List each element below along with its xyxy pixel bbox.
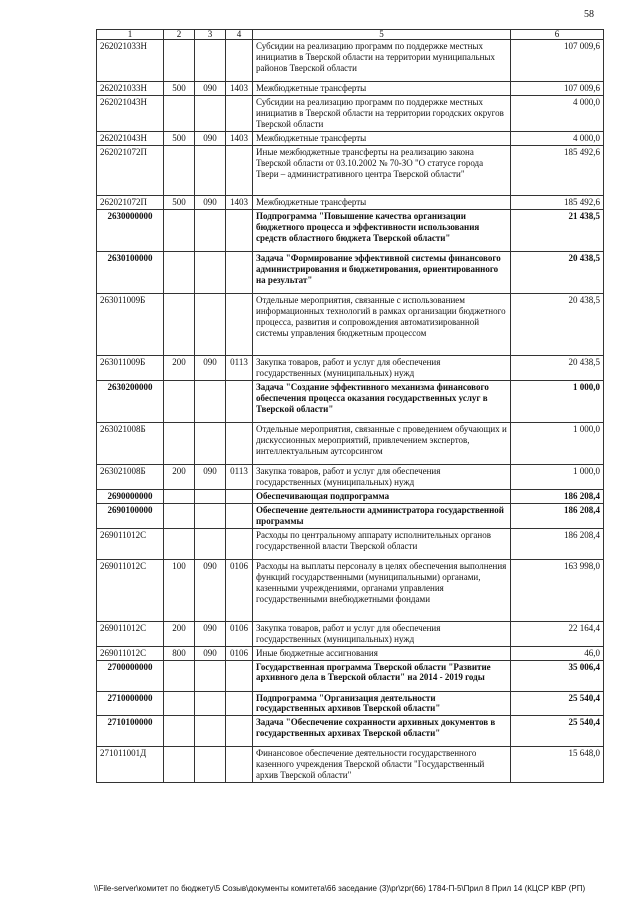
row-subsection xyxy=(226,747,253,783)
row-name: Расходы по центральному аппарату исполнительных органов государственной власти Тверской области xyxy=(253,528,511,559)
table-row xyxy=(97,95,604,131)
row-expense-type xyxy=(164,95,195,131)
row-subsection: 0113 xyxy=(226,464,253,489)
row-expense-type: 200 xyxy=(164,464,195,489)
row-section: 090 xyxy=(195,131,226,145)
row-subsection xyxy=(226,209,253,251)
row-section xyxy=(195,503,226,528)
row-section xyxy=(195,422,226,464)
row-name: Финансовое обеспечение деятельности государственного казенного учреждения Тверской области "Государственный архив Тверской области" xyxy=(253,747,511,783)
row-expense-type xyxy=(164,380,195,422)
row-subsection: 1403 xyxy=(226,131,253,145)
row-subsection: 0113 xyxy=(226,355,253,380)
row-code: 262021033Н xyxy=(97,82,164,96)
row-code: 262021043Н xyxy=(97,95,164,131)
row-amount: 46,0 xyxy=(511,646,604,660)
row-expense-type xyxy=(164,40,195,82)
table-row xyxy=(97,691,604,716)
row-code: 2700000000 xyxy=(97,660,164,691)
table-row xyxy=(97,660,604,691)
row-expense-type xyxy=(164,660,195,691)
row-amount: 163 998,0 xyxy=(511,559,604,621)
row-subsection xyxy=(226,422,253,464)
row-section xyxy=(195,489,226,503)
table-header-row xyxy=(97,30,604,40)
row-subsection: 0106 xyxy=(226,646,253,660)
row-section xyxy=(195,380,226,422)
row-section: 090 xyxy=(195,646,226,660)
row-amount: 25 540,4 xyxy=(511,691,604,716)
table-row xyxy=(97,355,604,380)
table-row xyxy=(97,380,604,422)
row-code: 262021043Н xyxy=(97,131,164,145)
row-code: 263011009Б xyxy=(97,355,164,380)
row-code: 263021008Б xyxy=(97,422,164,464)
row-name: Закупка товаров, работ и услуг для обеспечения государственных (муниципальных) нужд xyxy=(253,355,511,380)
row-expense-type xyxy=(164,251,195,293)
row-subsection xyxy=(226,40,253,82)
row-subsection xyxy=(226,691,253,716)
row-amount: 1 000,0 xyxy=(511,422,604,464)
row-subsection: 0106 xyxy=(226,621,253,646)
row-subsection xyxy=(226,380,253,422)
row-amount: 4 000,0 xyxy=(511,131,604,145)
row-subsection: 0106 xyxy=(226,559,253,621)
row-name: Иные межбюджетные трансферты на реализацию закона Тверской области от 03.10.2002 № 70-ЗО "О статусе города Твери – административного центра Тверской области" xyxy=(253,145,511,195)
row-expense-type xyxy=(164,528,195,559)
table-row xyxy=(97,293,604,355)
row-code: 271011001Д xyxy=(97,747,164,783)
row-name: Расходы на выплаты персоналу в целях обеспечения выполнения функций государственными (муниципальными) органами, казенными учреждениями, органами управления государственными внебюджетными фондами xyxy=(253,559,511,621)
row-expense-type xyxy=(164,293,195,355)
table-row xyxy=(97,464,604,489)
row-amount: 35 006,4 xyxy=(511,660,604,691)
footer-file-path: \\File-server\комитет по бюджету\5 Созыв\документы комитета\66 заседание (3)\pr\zpr(66) 1784-П-5\Прил 8 Прил 14 (КЦСР КВР (РП) xyxy=(94,884,586,893)
row-section xyxy=(195,716,226,747)
row-name: Закупка товаров, работ и услуг для обеспечения государственных (муниципальных) нужд xyxy=(253,621,511,646)
row-amount: 186 208,4 xyxy=(511,489,604,503)
table-row xyxy=(97,195,604,209)
row-expense-type: 500 xyxy=(164,131,195,145)
row-expense-type: 200 xyxy=(164,355,195,380)
row-amount: 107 009,6 xyxy=(511,40,604,82)
row-name: Межбюджетные трансферты xyxy=(253,195,511,209)
row-amount: 186 208,4 xyxy=(511,503,604,528)
row-expense-type xyxy=(164,747,195,783)
row-name: Отдельные мероприятия, связанные с использованием информационных технологий в рамках организации бюджетного процесса, развития и сопровождения автоматизированной системы управления бюджетным процессом xyxy=(253,293,511,355)
table-row xyxy=(97,528,604,559)
row-code: 2710000000 xyxy=(97,691,164,716)
row-name: Задача "Создание эффективного механизма финансового обеспечения процесса оказания государственных услуг в Тверской области" xyxy=(253,380,511,422)
row-subsection xyxy=(226,145,253,195)
row-section: 090 xyxy=(195,621,226,646)
row-amount: 1 000,0 xyxy=(511,464,604,489)
row-expense-type: 200 xyxy=(164,621,195,646)
row-section xyxy=(195,691,226,716)
row-section: 090 xyxy=(195,464,226,489)
row-name: Подпрограмма "Организация деятельности государственных архивов Тверской области" xyxy=(253,691,511,716)
row-subsection: 1403 xyxy=(226,82,253,96)
table-row xyxy=(97,646,604,660)
row-expense-type xyxy=(164,503,195,528)
row-name: Подпрограмма "Повышение качества организации бюджетного процесса и эффективности использования средств областного бюджета Тверской области" xyxy=(253,209,511,251)
row-code: 2630000000 xyxy=(97,209,164,251)
row-amount: 1 000,0 xyxy=(511,380,604,422)
table-row xyxy=(97,82,604,96)
row-amount: 186 208,4 xyxy=(511,528,604,559)
row-name: Обеспечивающая подпрограмма xyxy=(253,489,511,503)
row-code: 2690000000 xyxy=(97,489,164,503)
row-subsection xyxy=(226,503,253,528)
row-subsection xyxy=(226,716,253,747)
row-expense-type xyxy=(164,422,195,464)
row-section xyxy=(195,251,226,293)
row-amount: 107 009,6 xyxy=(511,82,604,96)
row-section xyxy=(195,95,226,131)
table-row xyxy=(97,621,604,646)
row-expense-type xyxy=(164,145,195,195)
row-name: Задача "Обеспечение сохранности архивных документов в государственных архивах Тверской области" xyxy=(253,716,511,747)
row-code: 2630100000 xyxy=(97,251,164,293)
table-body xyxy=(97,40,604,783)
row-code: 263011009Б xyxy=(97,293,164,355)
row-section xyxy=(195,209,226,251)
row-amount: 20 438,5 xyxy=(511,251,604,293)
row-section xyxy=(195,660,226,691)
row-name: Субсидии на реализацию программ по поддержке местных инициатив в Тверской области на территории муниципальных районов Тверской области xyxy=(253,40,511,82)
row-expense-type xyxy=(164,489,195,503)
row-name: Иные бюджетные ассигнования xyxy=(253,646,511,660)
row-amount: 25 540,4 xyxy=(511,716,604,747)
row-code: 2690100000 xyxy=(97,503,164,528)
table-row xyxy=(97,747,604,783)
row-name: Отдельные мероприятия, связанные с проведением обучающих и дискуссионных мероприятий, привлечением экспертов, интеллектуальным аутсорсингом xyxy=(253,422,511,464)
table-row xyxy=(97,503,604,528)
row-code: 269011012С xyxy=(97,528,164,559)
row-code: 263021008Б xyxy=(97,464,164,489)
row-subsection xyxy=(226,293,253,355)
row-code: 262021072П xyxy=(97,195,164,209)
row-amount: 20 438,5 xyxy=(511,355,604,380)
row-amount: 4 000,0 xyxy=(511,95,604,131)
row-amount: 21 438,5 xyxy=(511,209,604,251)
row-expense-type xyxy=(164,691,195,716)
row-code: 262021072П xyxy=(97,145,164,195)
row-amount: 20 438,5 xyxy=(511,293,604,355)
row-subsection: 1403 xyxy=(226,195,253,209)
table-row xyxy=(97,40,604,82)
row-name: Задача "Формирование эффективной системы финансового администрирования и бюджетирования, ориентированного на результат" xyxy=(253,251,511,293)
col-header-6: 6 xyxy=(511,30,604,40)
row-section: 090 xyxy=(195,355,226,380)
row-expense-type: 800 xyxy=(164,646,195,660)
row-section: 090 xyxy=(195,559,226,621)
table-row xyxy=(97,716,604,747)
col-header-1: 1 xyxy=(97,30,164,40)
row-subsection xyxy=(226,251,253,293)
row-subsection xyxy=(226,660,253,691)
row-code: 2710100000 xyxy=(97,716,164,747)
row-name: Межбюджетные трансферты xyxy=(253,131,511,145)
col-header-4: 4 xyxy=(226,30,253,40)
row-section xyxy=(195,40,226,82)
table-row xyxy=(97,131,604,145)
row-section xyxy=(195,528,226,559)
col-header-5: 5 xyxy=(253,30,511,40)
table-row xyxy=(97,251,604,293)
table-row xyxy=(97,422,604,464)
row-name: Субсидии на реализацию программ по поддержке местных инициатив в Тверской области на территории городских округов Тверской области xyxy=(253,95,511,131)
row-subsection xyxy=(226,528,253,559)
row-expense-type: 500 xyxy=(164,195,195,209)
row-amount: 185 492,6 xyxy=(511,145,604,195)
row-code: 269011012С xyxy=(97,646,164,660)
row-section: 090 xyxy=(195,82,226,96)
col-header-2: 2 xyxy=(164,30,195,40)
col-header-3: 3 xyxy=(195,30,226,40)
table-row xyxy=(97,145,604,195)
row-expense-type xyxy=(164,209,195,251)
row-name: Межбюджетные трансферты xyxy=(253,82,511,96)
row-section xyxy=(195,145,226,195)
row-section xyxy=(195,293,226,355)
table-row xyxy=(97,209,604,251)
row-subsection xyxy=(226,489,253,503)
row-subsection xyxy=(226,95,253,131)
row-section: 090 xyxy=(195,195,226,209)
table-row xyxy=(97,559,604,621)
row-expense-type: 100 xyxy=(164,559,195,621)
row-section xyxy=(195,747,226,783)
row-amount: 185 492,6 xyxy=(511,195,604,209)
row-expense-type: 500 xyxy=(164,82,195,96)
row-code: 2630200000 xyxy=(97,380,164,422)
row-name: Обеспечение деятельности администратора государственной программы xyxy=(253,503,511,528)
page-number: 58 xyxy=(584,9,594,20)
row-amount: 22 164,4 xyxy=(511,621,604,646)
row-code: 269011012С xyxy=(97,621,164,646)
table-row xyxy=(97,489,604,503)
row-amount: 15 648,0 xyxy=(511,747,604,783)
row-name: Государственная программа Тверской области "Развитие архивного дела в Тверской области" на 2014 - 2019 годы xyxy=(253,660,511,691)
row-name: Закупка товаров, работ и услуг для обеспечения государственных (муниципальных) нужд xyxy=(253,464,511,489)
row-code: 262021033Н xyxy=(97,40,164,82)
row-code: 269011012С xyxy=(97,559,164,621)
budget-table xyxy=(96,29,604,783)
row-expense-type xyxy=(164,716,195,747)
